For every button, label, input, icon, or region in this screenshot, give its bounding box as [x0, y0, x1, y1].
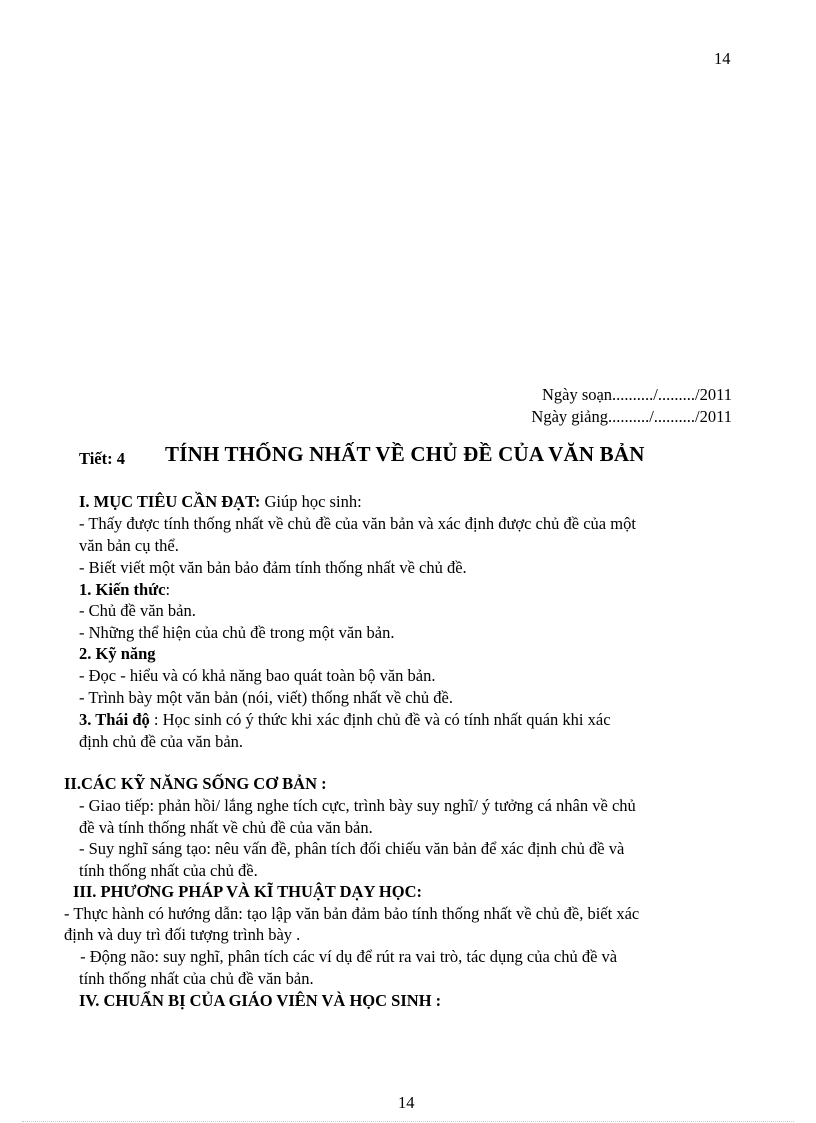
section3-line: tính thống nhất của chủ đề văn bản.	[79, 969, 314, 988]
section3-line: - Thực hành có hướng dẫn: tạo lập văn bản đảm bảo tính thống nhất về chủ đề, biết xác	[64, 904, 640, 923]
attitude-text-cont: định chủ đề của văn bản.	[79, 732, 244, 751]
page-number-bottom: 14	[398, 1093, 415, 1112]
knowledge-item: - Chủ đề văn bản.	[79, 601, 196, 620]
attitude-text: : Học sinh có ý thức khi xác định chủ đề và có tính nhất quán khi xác	[149, 710, 611, 729]
section2-line: - Suy nghĩ sáng tạo: nêu vấn đề, phân tích đối chiếu văn bản để xác định chủ đề và	[79, 839, 625, 858]
date-taught: Ngày giảng........../........../2011	[531, 407, 732, 426]
section3-line: - Động não: suy nghĩ, phân tích các ví dụ để rút ra vai trò, tác dụng của chủ đề và	[76, 947, 618, 966]
section1-heading-suffix: Giúp học sinh:	[260, 492, 362, 511]
section1-heading-line	[79, 491, 362, 513]
attitude-line	[79, 709, 735, 731]
knowledge-suffix: :	[165, 580, 171, 599]
attitude-heading: 3. Thái độ	[79, 710, 150, 729]
lesson-title: TÍNH THỐNG NHẤT VỀ CHỦ ĐỀ CỦA VĂN BẢN	[165, 442, 645, 466]
section2-line: tính thống nhất của chủ đề.	[79, 861, 258, 880]
skills-heading: 2. Kỹ năng	[79, 644, 156, 663]
section2-line: - Giao tiếp: phản hồi/ lắng nghe tích cực, trình bày suy nghĩ/ ý tưởng cá nhân về chủ	[79, 796, 636, 815]
section2-heading: II.CÁC KỸ NĂNG SỐNG CƠ BẢN :	[64, 774, 327, 793]
section1-line: - Thấy được tính thống nhất về chủ đề của văn bản và xác định được chủ đề của một	[79, 514, 636, 533]
knowledge-item: - Những thể hiện của chủ đề trong một văn bản.	[79, 623, 395, 642]
lesson-label: Tiết: 4	[79, 449, 125, 468]
section4-heading: IV. CHUẨN BỊ CỦA GIÁO VIÊN VÀ HỌC SINH :	[79, 991, 442, 1010]
section3-line: định và duy trì đối tượng trình bày .	[64, 925, 301, 944]
knowledge-heading: 1. Kiến thức	[79, 580, 166, 599]
page-number-top: 14	[714, 49, 731, 68]
section2-line: đề và tính thống nhất về chủ đề của văn bản.	[79, 818, 373, 837]
page-bottom-divider	[22, 1121, 794, 1122]
section1-heading: I. MỤC TIÊU CẦN ĐẠT:	[79, 492, 261, 511]
skills-item: - Đọc - hiểu và có khả năng bao quát toàn bộ văn bản.	[79, 666, 436, 685]
section1-line: - Biết viết một văn bản bảo đảm tính thống nhất về chủ đề.	[79, 558, 467, 577]
date-prepared: Ngày soạn........../........./2011	[541, 385, 732, 404]
skills-item: - Trình bày một văn bản (nói, viết) thống nhất về chủ đề.	[79, 688, 453, 707]
knowledge-heading-line	[79, 579, 170, 601]
section1-line: văn bản cụ thể.	[79, 536, 179, 555]
section3-heading: III. PHƯƠNG PHÁP VÀ KĨ THUẬT DẠY HỌC:	[73, 882, 422, 901]
